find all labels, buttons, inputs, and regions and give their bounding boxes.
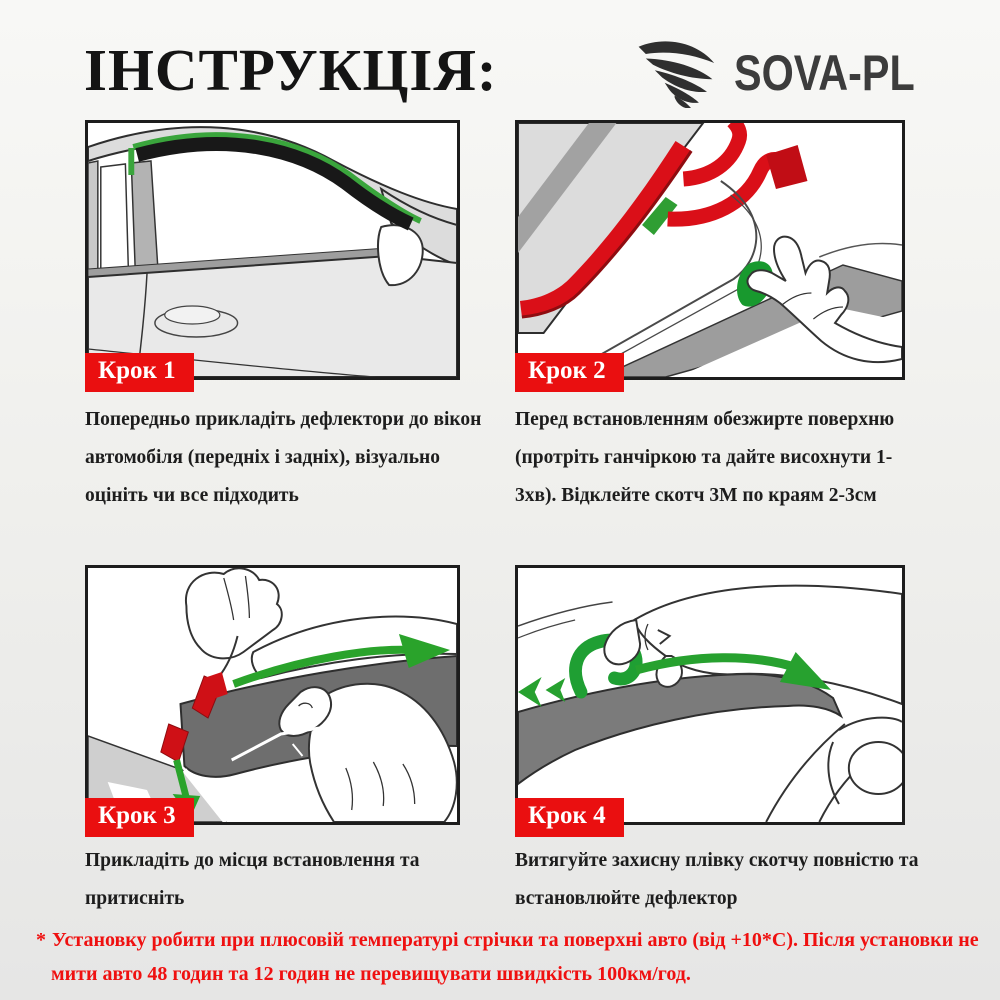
step4-illustration [518, 568, 902, 822]
step1-label: Крок 1 [85, 353, 194, 392]
step3-illustration [88, 568, 457, 822]
step2-panel [515, 120, 905, 384]
step1-panel [85, 120, 460, 384]
step3-panel [85, 565, 460, 829]
step4-label: Крок 4 [515, 798, 624, 837]
quarter-window [101, 164, 129, 272]
step2-illustration [518, 123, 902, 377]
step1-description: Попередньо прикладіть дефлектори до вікон автомобіля (передніх і задніх), візуально оцініть чи все підходить [85, 409, 482, 506]
step1-illustration [88, 123, 457, 377]
page-title: ІНСТРУКЦІЯ: [84, 37, 498, 103]
footnote [36, 923, 985, 991]
step3-label: Крок 3 [85, 798, 194, 837]
footnote-text: Установку робити при плюсовій температурі стрічки та поверхні авто (від +10*С). Після установки не мити авто 48 годин та 12 годин не перевищувати швидкість 100км/год. [51, 929, 979, 985]
wing-icon [630, 36, 730, 108]
step2-description: Перед встановленням обезжирте поверхню (протріть ганчіркою та дайте висохнути 1-3хв). Відклейте скотч 3М по краям 2-3см [515, 409, 895, 506]
step4-description: Витягуйте захисну плівку скотчу повністю та встановлюйте дефлектор [515, 850, 919, 909]
door-handle [849, 742, 902, 794]
brand-name: SOVA-PL [734, 43, 915, 101]
footnote-marker: * [36, 929, 46, 951]
step4-panel [515, 565, 905, 829]
step2-label: Крок 2 [515, 353, 624, 392]
brand-logo [630, 36, 939, 108]
step3-description: Прикладіть до місця встановлення та притисніть [85, 850, 420, 909]
